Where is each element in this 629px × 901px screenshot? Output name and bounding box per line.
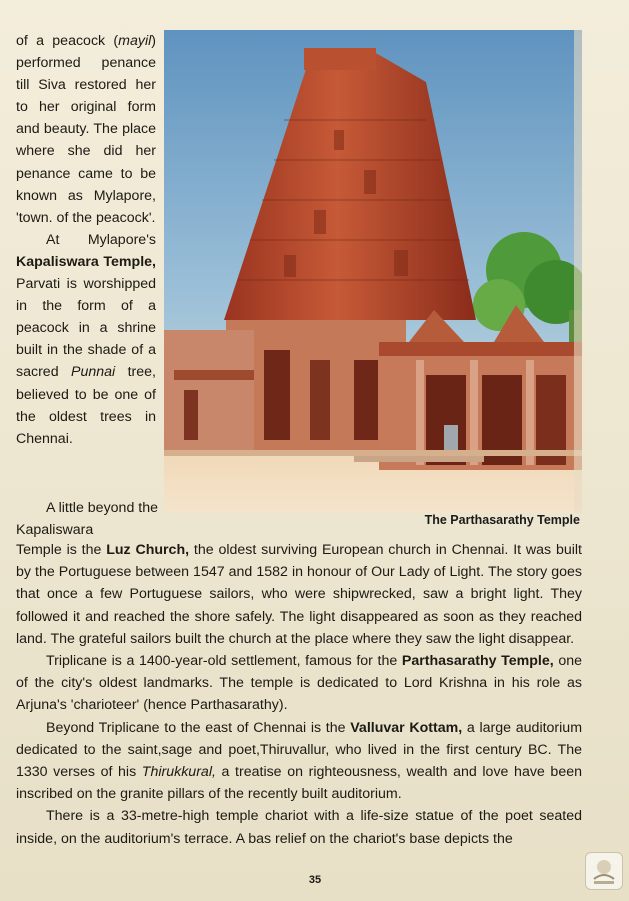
paragraph-triplicane: Triplicane is a 1400-year-old settlement, famous for the Parthasarathy Temple, one of the city's oldest landmarks. The temple is dedicated to Lord Krishna in his role as Arjuna's 'charioteer' (hence Parthasarathy). <box>16 653 583 714</box>
paragraph-peacock-penance: of a peacock (mayil) performed penance till Siva restored her to her original form and beauty. The place where she did her penance came to be known as Mylapore, 'town. of the peacock'. <box>16 33 156 226</box>
paragraph-luz-church: Temple is the Luz Church, the oldest surviving European church in Chennai. It was built by the Portuguese between 1547 and 1582 in honour of Our Lady of Light. The story goes that once a few Portuguese sailors, who were shipwrecked, saw a bright light. They followed it and reached the shore safely. The light disappeared as soon as they reached land. The grateful sailors built the church at the place where they saw the light disappear. <box>16 542 583 647</box>
left-column-text <box>16 30 156 450</box>
paragraph-luz-church-start: A little beyond the Kapaliswara <box>16 500 159 539</box>
paragraph-valluvar-kottam: Beyond Triplicane to the east of Chennai is the Valluvar Kottam, a large auditorium dedicated to the saint,sage and poet,Thiruvallur, who lived in the first century BC. The 1330 verses of his Thirukkural, a treatise on righteousness, wealth and love have been inscribed on the granite pillars of the recently built auditorium. <box>16 719 583 803</box>
paragraph-kapaliswara: At Mylapore's Kapaliswara Temple, Parvati is worshipped in the form of a peacock in a shrine built in the shade of a sacred Punnai tree, believed to be one of the oldest trees in Chennai. <box>16 231 156 447</box>
main-body-text <box>16 539 582 850</box>
page-number: 35 <box>308 874 322 886</box>
paragraph-temple-chariot: There is a 33-metre-high temple chariot with a life-size statue of the poet seated inside, on the auditorium's terrace. A bas relief on the chariot's base depicts the <box>16 808 582 847</box>
parthasarathy-temple-illustration <box>164 30 582 513</box>
publisher-logo-icon <box>585 852 623 890</box>
figure-caption: The Parthasarathy Temple <box>424 513 580 527</box>
